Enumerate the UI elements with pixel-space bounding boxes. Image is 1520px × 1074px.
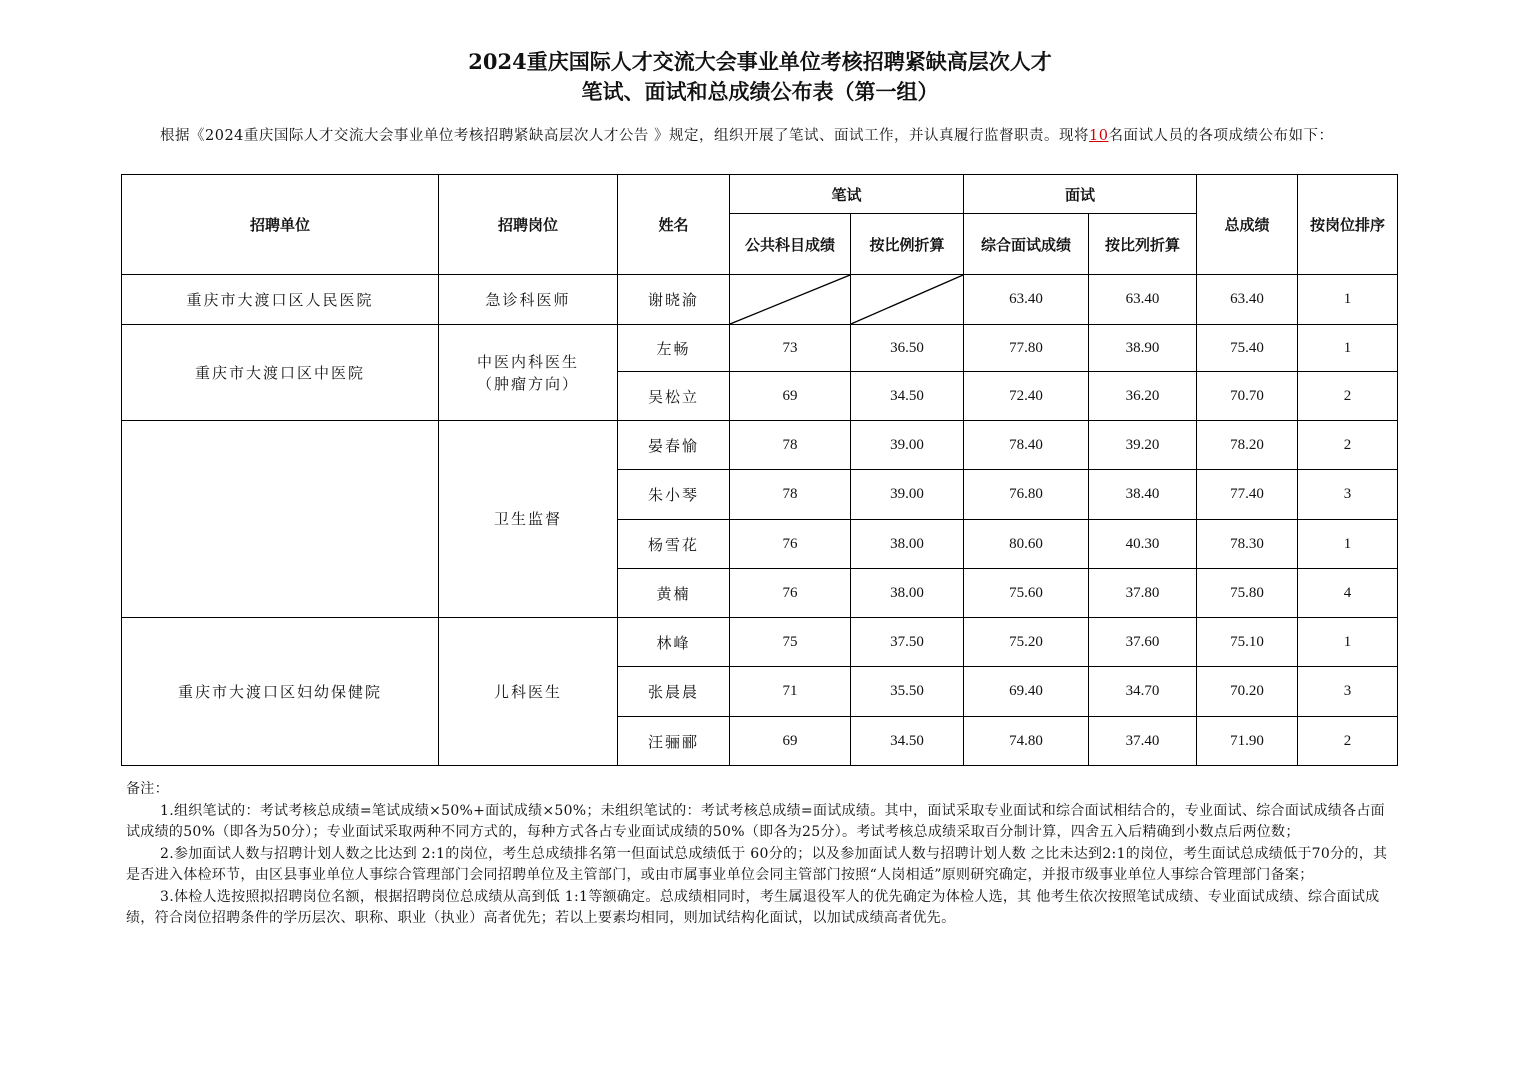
cell-interview-overall: 72.40 xyxy=(964,372,1089,421)
cell-written-scaled: 34.50 xyxy=(851,372,964,421)
cell-interview-overall: 69.40 xyxy=(964,667,1089,717)
interviewee-count: 10 xyxy=(1089,128,1109,144)
cell-total: 77.40 xyxy=(1197,470,1298,520)
cell-total: 70.20 xyxy=(1197,667,1298,717)
cell-total: 70.70 xyxy=(1197,372,1298,421)
header-interview-scaled: 按比列折算 xyxy=(1089,214,1197,275)
cell-written-public: 76 xyxy=(730,569,851,618)
cell-rank: 3 xyxy=(1298,667,1398,717)
cell-interview-overall: 76.80 xyxy=(964,470,1089,520)
cell-written-scaled: 38.00 xyxy=(851,520,964,569)
cell-written-public: 69 xyxy=(730,372,851,421)
header-unit: 招聘单位 xyxy=(122,175,439,275)
cell-written-public: 73 xyxy=(730,325,851,372)
intro-text-after: 名面试人员的各项成绩公布如下： xyxy=(1108,128,1334,144)
notes-label: 备注： xyxy=(126,781,169,797)
cell-interview-overall: 77.80 xyxy=(964,325,1089,372)
cell-total: 63.40 xyxy=(1197,275,1298,325)
cell-written-public: 75 xyxy=(730,618,851,667)
cell-total: 75.10 xyxy=(1197,618,1298,667)
cell-name: 谢晓渝 xyxy=(618,275,730,325)
cell-total: 78.30 xyxy=(1197,520,1298,569)
cell-written-public: 76 xyxy=(730,520,851,569)
cell-written-scaled: 39.00 xyxy=(851,470,964,520)
cell-written-public: 69 xyxy=(730,717,851,766)
table-row xyxy=(122,275,1398,325)
header-position: 招聘岗位 xyxy=(439,175,618,275)
cell-total: 78.20 xyxy=(1197,421,1298,470)
cell-name: 晏春愉 xyxy=(618,421,730,470)
cell-interview-overall: 74.80 xyxy=(964,717,1089,766)
cell-interview-overall: 63.40 xyxy=(964,275,1089,325)
cell-written-scaled: 37.50 xyxy=(851,618,964,667)
cell-position: 卫生监督 xyxy=(439,421,618,618)
header-total: 总成绩 xyxy=(1197,175,1298,275)
table-row xyxy=(122,421,1398,470)
cell-rank: 3 xyxy=(1298,470,1398,520)
cell-written-public: 78 xyxy=(730,421,851,470)
cell-rank: 1 xyxy=(1298,618,1398,667)
cell-written-public: 71 xyxy=(730,667,851,717)
cell-written-scaled: 36.50 xyxy=(851,325,964,372)
cell-interview-scaled: 39.20 xyxy=(1089,421,1197,470)
cell-written-scaled-empty xyxy=(851,275,964,325)
cell-interview-scaled: 37.80 xyxy=(1089,569,1197,618)
cell-written-public-empty xyxy=(730,275,851,325)
page-title: 2024重庆国际人才交流大会事业单位考核招聘紧缺高层次人才 xyxy=(468,49,1052,74)
header-interview: 面试 xyxy=(964,175,1197,214)
cell-interview-scaled: 38.90 xyxy=(1089,325,1197,372)
cell-name: 张晨晨 xyxy=(618,667,730,717)
header-name: 姓名 xyxy=(618,175,730,275)
cell-position: 儿科医生 xyxy=(439,618,618,766)
cell-written-scaled: 35.50 xyxy=(851,667,964,717)
cell-written-scaled: 34.50 xyxy=(851,717,964,766)
cell-total: 75.80 xyxy=(1197,569,1298,618)
diagonal-slash xyxy=(851,275,963,324)
cell-name: 左畅 xyxy=(618,325,730,372)
cell-interview-scaled: 37.40 xyxy=(1089,717,1197,766)
note-item-1: 1.组织笔试的：考试考核总成绩=笔试成绩×50%+面试成绩×50%；未组织笔试的：考试考核总成绩=面试成绩。其中，面试采取专业面试和综合面试相结合的，专业面试、综合面试成绩各占面试成绩的50%（即各为50分）；专业面试采取两种不同方式的，每种方式各占专业面试成绩的50%（即各为25分）。考试考核总成绩采取百分制计算，四舍五入后精确到小数点后两位数； xyxy=(126,802,1385,840)
cell-interview-overall: 75.20 xyxy=(964,618,1089,667)
cell-interview-scaled: 37.60 xyxy=(1089,618,1197,667)
cell-unit: 重庆市大渡口区中医院 xyxy=(122,325,439,421)
cell-rank: 2 xyxy=(1298,372,1398,421)
header-written: 笔试 xyxy=(730,175,964,214)
cell-rank: 1 xyxy=(1298,275,1398,325)
table-row xyxy=(122,618,1398,667)
cell-rank: 1 xyxy=(1298,520,1398,569)
page-subtitle: 笔试、面试和总成绩公布表（第一组） xyxy=(581,79,939,104)
note-item-3: 3.体检人选按照拟招聘岗位名额，根据招聘岗位总成绩从高到低 1:1等额确定。总成绩相同时，考生属退役军人的优先确定为体检人选，其 他考生依次按照笔试成绩、专业面试成绩、综合面试成绩，符合岗位招聘条件的学历层次、职称、职业（执业）高者优先；若以上要素均相同，则加试结构化面试，以加试成绩高者优先。 xyxy=(126,888,1380,926)
cell-name: 朱小琴 xyxy=(618,470,730,520)
cell-interview-scaled: 38.40 xyxy=(1089,470,1197,520)
cell-interview-scaled: 36.20 xyxy=(1089,372,1197,421)
score-table xyxy=(121,174,1398,766)
cell-rank: 1 xyxy=(1298,325,1398,372)
cell-rank: 2 xyxy=(1298,717,1398,766)
diagonal-slash xyxy=(730,275,850,324)
notes-section xyxy=(126,779,1392,930)
cell-name: 林峰 xyxy=(618,618,730,667)
cell-name: 汪骊郦 xyxy=(618,717,730,766)
cell-rank: 2 xyxy=(1298,421,1398,470)
cell-total: 75.40 xyxy=(1197,325,1298,372)
intro-paragraph xyxy=(126,126,1396,147)
cell-interview-scaled: 34.70 xyxy=(1089,667,1197,717)
cell-name: 杨雪花 xyxy=(618,520,730,569)
cell-written-public: 78 xyxy=(730,470,851,520)
cell-unit: 重庆市大渡口区妇幼保健院 xyxy=(122,618,439,766)
header-interview-overall: 综合面试成绩 xyxy=(964,214,1089,275)
cell-total: 71.90 xyxy=(1197,717,1298,766)
header-written-public: 公共科目成绩 xyxy=(730,214,851,275)
cell-interview-scaled: 63.40 xyxy=(1089,275,1197,325)
header-written-scaled: 按比例折算 xyxy=(851,214,964,275)
cell-interview-overall: 80.60 xyxy=(964,520,1089,569)
cell-name: 吴松立 xyxy=(618,372,730,421)
cell-interview-overall: 75.60 xyxy=(964,569,1089,618)
cell-interview-scaled: 40.30 xyxy=(1089,520,1197,569)
cell-unit: 重庆市大渡口区人民医院 xyxy=(122,275,439,325)
cell-written-scaled: 39.00 xyxy=(851,421,964,470)
cell-name: 黄楠 xyxy=(618,569,730,618)
cell-interview-overall: 78.40 xyxy=(964,421,1089,470)
cell-position: 急诊科医师 xyxy=(439,275,618,325)
header-rank: 按岗位排序 xyxy=(1298,175,1398,275)
note-item-2: 2.参加面试人数与招聘计划人数之比达到 2:1的岗位，考生总成绩排名第一但面试总成绩低于 60分的；以及参加面试人数与招聘计划人数 之比未达到2:1的岗位，考生面试总成绩低于70分的，其是否进入体检环节，由区县事业单位人事综合管理部门会同招聘单位及主管部门，或由市属事业单位会同主管部门按照“人岗相适”原则研究确定，并报市级事业单位人事综合管理部门备案； xyxy=(126,845,1388,883)
intro-text-before: 根据《2024重庆国际人才交流大会事业单位考核招聘紧缺高层次人才公告 》规定，组织开展了笔试、面试工作，并认真履行监督职责。现将 xyxy=(160,128,1090,144)
cell-unit xyxy=(122,421,439,618)
header-row-1 xyxy=(122,175,1398,214)
cell-written-scaled: 38.00 xyxy=(851,569,964,618)
cell-position: 中医内科医生 （肿瘤方向） xyxy=(439,325,618,421)
cell-rank: 4 xyxy=(1298,569,1398,618)
table-row xyxy=(122,325,1398,372)
